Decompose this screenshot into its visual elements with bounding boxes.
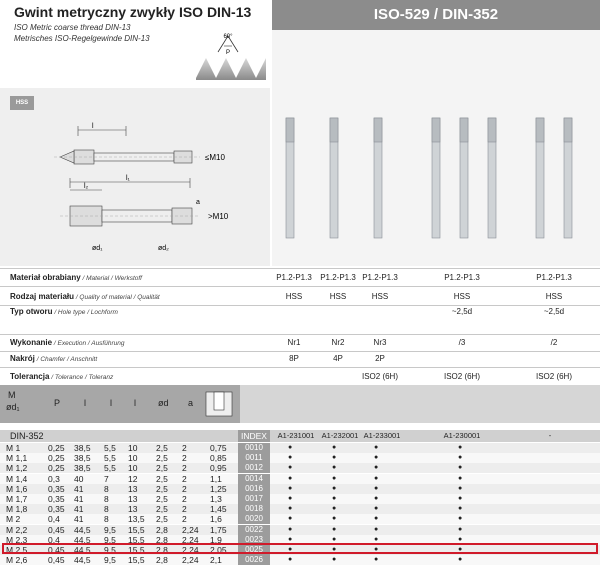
- availability-dot: ●: [374, 484, 379, 492]
- availability-dot: ●: [374, 464, 379, 472]
- d1-label: ød₁: [92, 245, 103, 252]
- availability-dot: ●: [374, 505, 379, 513]
- availability-dot: ●: [374, 515, 379, 523]
- table-cell: 44,5: [74, 524, 91, 535]
- table-cell: 41: [74, 514, 84, 525]
- spec-cell: Nr3: [373, 338, 387, 347]
- table-cell: 9,5: [104, 545, 116, 555]
- header-d2: ød: [158, 398, 169, 408]
- index-cell: 0026: [238, 555, 270, 565]
- index-cell: 0014: [238, 474, 270, 484]
- table-cell: 38,5: [74, 453, 91, 464]
- index-cell: 0022: [238, 525, 270, 535]
- table-cell: M 1,8: [6, 504, 28, 515]
- table-cell: 2: [182, 453, 187, 464]
- index-cell: 0018: [238, 504, 270, 514]
- spec-cell: P1.2-P1.3: [362, 273, 398, 282]
- index-label: INDEX: [238, 430, 270, 442]
- table-cell: 5,5: [104, 443, 116, 453]
- divider: [0, 334, 600, 335]
- table-cell: 8: [104, 494, 109, 504]
- table-cell: 41: [74, 494, 84, 504]
- table-cell: 2: [182, 463, 187, 474]
- table-cell: 0,4: [48, 514, 60, 525]
- table-cell: 2: [182, 494, 187, 504]
- page-title: Gwint metryczny zwykły ISO DIN-13: [14, 4, 252, 20]
- table-cell: 13: [128, 504, 138, 515]
- spec-label-main: Tolerancja: [10, 372, 50, 381]
- table-cell: 9,5: [104, 555, 116, 566]
- availability-dot: ●: [458, 535, 463, 543]
- spec-cell: /2: [550, 338, 558, 347]
- divider: [0, 367, 600, 368]
- table-cell: 2,05: [210, 545, 227, 555]
- code-1: A1-231001: [277, 431, 315, 440]
- highlight-box: [2, 543, 598, 554]
- spec-cell: HSS: [285, 292, 303, 301]
- spec-cell: ISO2 (6H): [443, 372, 480, 381]
- table-cell: 2: [182, 504, 187, 515]
- spec-label-sub: / Quality of material / Qualität: [74, 294, 160, 301]
- spec-label-sub: / Execution / Ausführung: [52, 340, 125, 347]
- table-cell: 41: [74, 504, 84, 515]
- availability-dot: ●: [288, 495, 293, 502]
- spec-cell: ~2,5d: [451, 307, 473, 316]
- availability-dot: ●: [374, 535, 379, 543]
- table-cell: M 2,6: [6, 555, 28, 566]
- spec-cell: 2P: [375, 354, 385, 363]
- availability-dot: ●: [288, 505, 293, 513]
- spec-label-main: Rodzaj materiału: [10, 292, 75, 301]
- availability-dot: ●: [458, 515, 463, 523]
- hss-tab: HSS: [10, 96, 34, 110]
- index-cell: 0017: [238, 494, 270, 504]
- availability-dot: ●: [332, 474, 337, 482]
- table-cell: 10: [128, 453, 138, 464]
- spec-label-sub: / Material / Werkstoff: [80, 275, 142, 282]
- table-cell: 13,5: [128, 514, 145, 525]
- availability-dot: ●: [288, 556, 293, 564]
- d2-label: ød₂: [158, 245, 169, 252]
- availability-dot: ●: [288, 525, 293, 533]
- table-header-right: [240, 385, 600, 423]
- table-cell: 0,85: [210, 453, 227, 464]
- availability-dot: ●: [458, 556, 463, 564]
- table-cell: 0,45: [48, 524, 65, 535]
- spec-label: [10, 338, 124, 347]
- table-cell: M 1,4: [6, 473, 28, 484]
- table-cell: 38,5: [74, 443, 91, 453]
- table-cell: 13: [128, 483, 138, 494]
- table-cell: 15,5: [128, 534, 145, 545]
- table-cell: 1,9: [210, 534, 222, 545]
- spec-label: [10, 273, 142, 282]
- gt-m10-label: >M10: [208, 212, 229, 221]
- availability-dot: ●: [332, 505, 337, 513]
- table-cell: 2,24: [182, 524, 199, 535]
- table-cell: 15,5: [128, 524, 145, 535]
- table-cell: 5,5: [104, 453, 116, 464]
- header-l1: l: [84, 398, 86, 408]
- table-cell: 2,5: [156, 483, 168, 494]
- table-cell: 9,5: [104, 524, 116, 535]
- table-cell: 2: [182, 483, 187, 494]
- availability-dot: ●: [332, 495, 337, 502]
- table-cell: 0,25: [48, 453, 65, 464]
- spec-label-sub: / Tolerance / Toleranz: [49, 374, 114, 381]
- availability-dot: ●: [332, 444, 337, 451]
- availability-dot: ●: [288, 464, 293, 472]
- spec-cell: Nr1: [287, 338, 301, 347]
- spec-cell: ~2,5d: [543, 307, 565, 316]
- table-cell: 44,5: [74, 545, 91, 555]
- table-cell: 2,24: [182, 534, 199, 545]
- spec-cell: ISO2 (6H): [535, 372, 572, 381]
- code-2: A1-232001: [321, 431, 359, 440]
- index-cell: 0020: [238, 514, 270, 524]
- table-cell: M 1,1: [6, 453, 28, 464]
- table-cell: 41: [74, 483, 84, 494]
- availability-dot: ●: [332, 454, 337, 462]
- divider: [0, 286, 600, 287]
- index-cell: 0016: [238, 484, 270, 494]
- availability-dot: ●: [288, 515, 293, 523]
- table-cell: 2: [182, 473, 187, 484]
- table-cell: 0,45: [48, 555, 65, 566]
- table-cell: 2,5: [156, 514, 168, 525]
- table-cell: 0,35: [48, 494, 65, 504]
- spec-cell: HSS: [329, 292, 347, 301]
- divider: [0, 351, 600, 352]
- table-cell: 44,5: [74, 555, 91, 566]
- standard-label: ISO-529 / DIN-352: [373, 6, 499, 23]
- table-cell: M 1: [6, 443, 21, 453]
- table-cell: 0,25: [48, 463, 65, 474]
- availability-dot: ●: [288, 535, 293, 543]
- availability-dot: ●: [458, 444, 463, 451]
- l-label: l: [92, 123, 94, 130]
- table-row: [0, 484, 600, 494]
- code-3: A1-233001: [363, 431, 401, 440]
- availability-dot: ●: [458, 546, 463, 553]
- spec-label: [10, 292, 160, 301]
- table-cell: 0,75: [210, 443, 227, 453]
- pitch-label: P: [225, 50, 231, 56]
- thread-profile-icon: [196, 30, 266, 80]
- subtitle-de: Metrisches ISO-Regelgewinde DIN-13: [14, 34, 150, 43]
- table-cell: 7: [104, 473, 109, 484]
- spec-cell: ISO2 (6H): [361, 372, 398, 381]
- table-cell: M 1,2: [6, 463, 28, 474]
- availability-dot: ●: [332, 515, 337, 523]
- header-m: M: [8, 390, 16, 400]
- availability-dot: ●: [374, 556, 379, 564]
- spec-cell: 8P: [289, 354, 299, 363]
- spec-label: [10, 372, 113, 381]
- header-l3: l: [134, 398, 136, 408]
- table-cell: 2,5: [156, 494, 168, 504]
- index-cell: 0025: [238, 545, 270, 555]
- availability-dot: ●: [288, 474, 293, 482]
- group-label: DIN-352: [10, 431, 44, 441]
- table-cell: 2,8: [156, 555, 168, 566]
- table-cell: 2,8: [156, 524, 168, 535]
- code-4: A1-230001: [443, 431, 481, 440]
- table-cell: M 1,6: [6, 483, 28, 494]
- spec-label: [10, 354, 97, 363]
- table-cell: 0,4: [48, 534, 60, 545]
- table-cell: 0,95: [210, 463, 227, 474]
- table-cell: 2,8: [156, 545, 168, 555]
- availability-dot: ●: [458, 464, 463, 472]
- spec-cell: 4P: [333, 354, 343, 363]
- availability-dot: ●: [288, 454, 293, 462]
- table-cell: 2,24: [182, 555, 199, 566]
- divider: [0, 268, 600, 269]
- availability-dot: ●: [458, 505, 463, 513]
- tap-images: [272, 110, 600, 260]
- availability-dot: ●: [374, 546, 379, 553]
- availability-dot: ●: [288, 444, 293, 451]
- spec-label: [10, 307, 118, 316]
- spec-cell: P1.2-P1.3: [320, 273, 356, 282]
- l1-label: l₁: [126, 175, 130, 182]
- table-cell: 44,5: [74, 534, 91, 545]
- table-cell: 1,1: [210, 473, 222, 484]
- table-cell: M 2,2: [6, 524, 28, 535]
- l2-label: l₂: [84, 183, 89, 190]
- table-cell: 1,3: [210, 494, 222, 504]
- availability-dot: ●: [288, 546, 293, 553]
- table-cell: 2,1: [210, 555, 222, 566]
- divider: [0, 305, 600, 306]
- table-cell: 15,5: [128, 545, 145, 555]
- availability-dot: ●: [374, 474, 379, 482]
- table-row: [0, 504, 600, 514]
- spec-cell: P1.2-P1.3: [276, 273, 312, 282]
- availability-dot: ●: [374, 525, 379, 533]
- table-cell: M 2: [6, 514, 21, 525]
- table-cell: 2: [182, 443, 187, 453]
- spec-label-sub: / Chamfer / Anschnitt: [34, 356, 98, 363]
- table-cell: M 2,5: [6, 545, 28, 555]
- table-cell: M 1,7: [6, 494, 28, 504]
- table-cell: 2,5: [156, 443, 168, 453]
- code-5: -: [548, 431, 552, 440]
- table-cell: 2,8: [156, 534, 168, 545]
- availability-dot: ●: [458, 495, 463, 502]
- index-cell: 0011: [238, 453, 270, 463]
- spec-cell: HSS: [453, 292, 471, 301]
- spec-label-main: Nakrój: [10, 354, 35, 363]
- header-m-sub: ød₁: [6, 402, 20, 412]
- table-cell: 2,24: [182, 545, 199, 555]
- table-cell: 1,75: [210, 524, 227, 535]
- table-row: [0, 494, 600, 504]
- spec-label-main: Typ otworu: [10, 307, 53, 316]
- availability-dot: ●: [458, 525, 463, 533]
- spec-cell: /3: [458, 338, 466, 347]
- header-p: P: [54, 398, 61, 408]
- table-cell: 0,25: [48, 443, 65, 453]
- table-cell: 2,5: [156, 463, 168, 474]
- availability-dot: ●: [332, 525, 337, 533]
- table-cell: 12: [128, 473, 138, 484]
- table-row: [0, 474, 600, 484]
- table-cell: 8: [104, 483, 109, 494]
- availability-dot: ●: [332, 556, 337, 564]
- table-cell: 2,5: [156, 453, 168, 464]
- table-cell: 1,45: [210, 504, 227, 515]
- availability-dot: ●: [458, 474, 463, 482]
- availability-dot: ●: [374, 495, 379, 502]
- tap-dimension-drawing: [30, 118, 270, 258]
- table-cell: 8: [104, 504, 109, 515]
- table-cell: 0,35: [48, 483, 65, 494]
- table-cell: 13: [128, 494, 138, 504]
- availability-dot: ●: [374, 444, 379, 451]
- table-cell: 2: [182, 514, 187, 525]
- table-cell: 38,5: [74, 463, 91, 474]
- spec-label-main: Materiał obrabiany: [10, 273, 81, 282]
- a-label: a: [196, 199, 200, 206]
- table-cell: 1,25: [210, 483, 227, 494]
- spec-cell: P1.2-P1.3: [444, 273, 480, 282]
- le-m10-label: ≤M10: [205, 153, 225, 162]
- table-cell: 10: [128, 463, 138, 474]
- table-cell: 40: [74, 473, 84, 484]
- table-cell: 10: [128, 443, 138, 453]
- table-cell: 0,3: [48, 473, 60, 484]
- table-cell: 15,5: [128, 555, 145, 566]
- availability-dot: ●: [288, 484, 293, 492]
- availability-dot: ●: [332, 535, 337, 543]
- spec-cell: HSS: [371, 292, 389, 301]
- availability-dot: ●: [458, 484, 463, 492]
- hole-icon: [202, 388, 236, 420]
- table-cell: 0,35: [48, 504, 65, 515]
- index-cell: 0023: [238, 535, 270, 545]
- index-cell: 0012: [238, 463, 270, 473]
- table-cell: M 2,3: [6, 534, 28, 545]
- spec-cell: P1.2-P1.3: [536, 273, 572, 282]
- availability-dot: ●: [458, 454, 463, 462]
- table-cell: 5,5: [104, 463, 116, 474]
- table-cell: 9,5: [104, 534, 116, 545]
- index-cell: 0010: [238, 443, 270, 453]
- table-cell: 2,5: [156, 504, 168, 515]
- angle-label: 60°: [223, 34, 233, 40]
- table-cell: 0,45: [48, 545, 65, 555]
- header-l2: l: [110, 398, 112, 408]
- availability-dot: ●: [332, 464, 337, 472]
- spec-label-main: Wykonanie: [10, 338, 53, 347]
- standard-banner: [272, 0, 600, 30]
- subtitle-en: ISO Metric coarse thread DIN-13: [14, 23, 131, 32]
- spec-cell: Nr2: [331, 338, 345, 347]
- table-cell: 1,6: [210, 514, 222, 525]
- table-cell: 8: [104, 514, 109, 525]
- table-row: [0, 514, 600, 524]
- availability-dot: ●: [332, 484, 337, 492]
- spec-cell: HSS: [545, 292, 563, 301]
- header-a: a: [188, 398, 194, 408]
- spec-label-sub: / Hole type / Lochform: [52, 309, 118, 316]
- availability-dot: ●: [332, 546, 337, 553]
- availability-dot: ●: [374, 454, 379, 462]
- table-cell: 2,5: [156, 473, 168, 484]
